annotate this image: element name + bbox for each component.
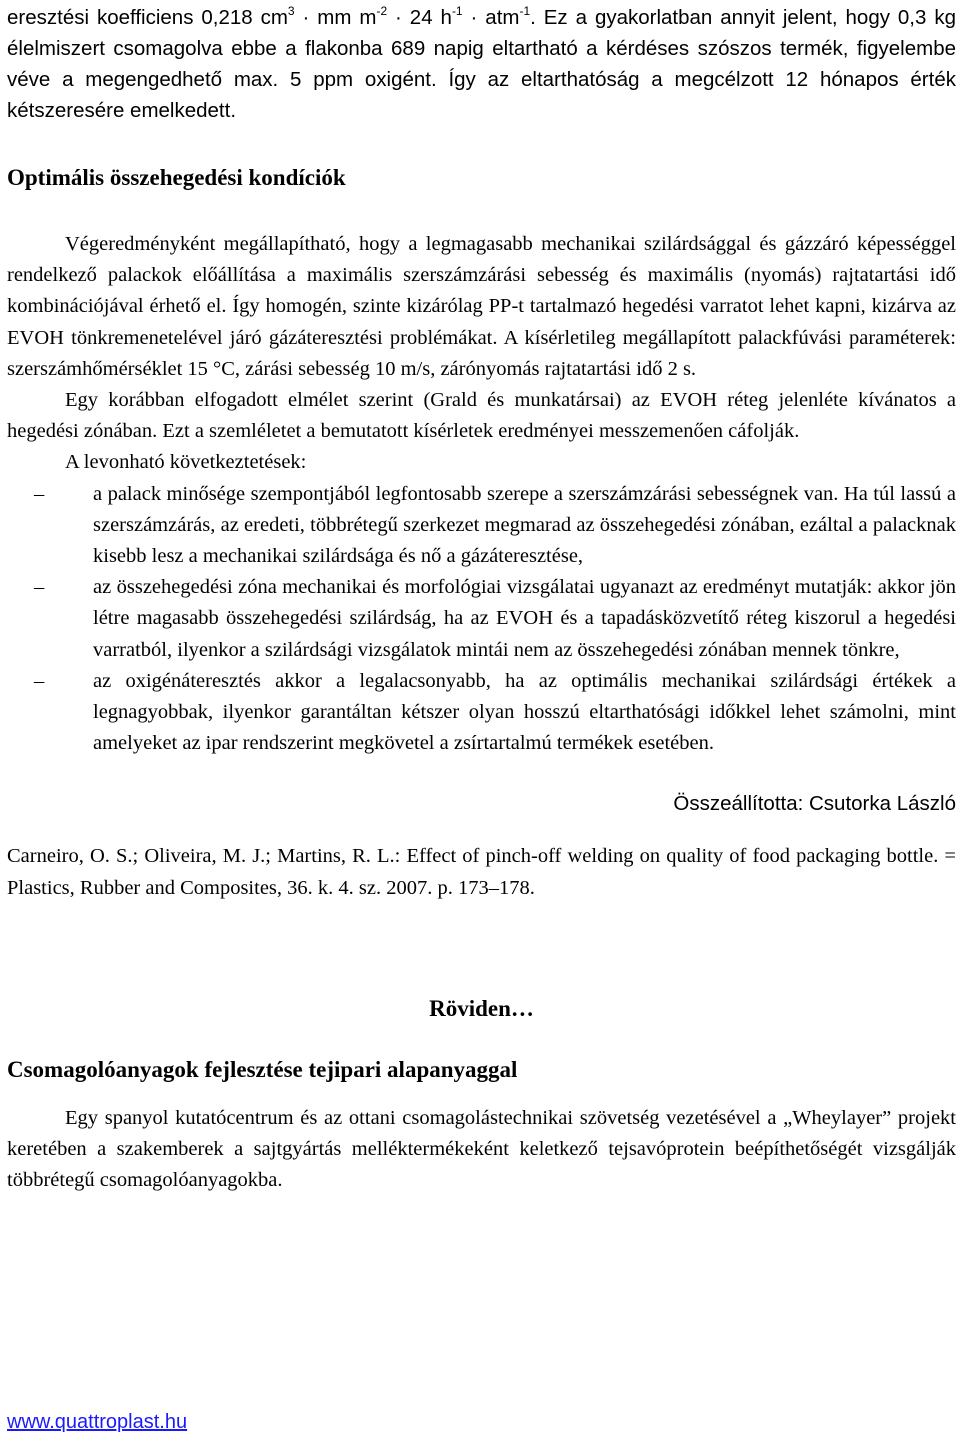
intro-sup-2: -2	[376, 4, 388, 18]
list-item	[7, 479, 956, 573]
section1-paragraph-1: Végeredményként megállapítható, hogy a legmagasabb mechanikai szilárdsággal és gázzáró képességgel rendelkező palackok előállítása a maximális szerszámzárási sebesség és maximális (nyomás) rajtatartási idő kombinációjával érhető el. Így homogén, szinte kizárólag PP-t tartalmazó hegedési varratot lehet kapni, kizárva az EVOH tönkremenetelével járó gázáteresztési problémákat. A kísérletileg megállapított palackfúvási paraméterek: szerszámhőmérséklet 15 °C, zárási sebesség 10 m/s, zárónyomás rajtatartási idő 2 s.	[7, 233, 956, 380]
list-item	[7, 666, 956, 760]
intro-text-c: · 24 h	[387, 6, 452, 29]
intro-text-a: eresztési koefficiens 0,218 cm	[7, 6, 288, 29]
list-item-text: az oxigénáteresztés akkor a legalacsonyabb, ha az optimális mechanikai szilárdsági értékek a legnagyobbak, ilyenkor garantáltan kétszer olyan hosszú eltarthatósági időkkel lehet számolni, mint amelyeket az ipar rendszerint megkövetel a zsírtartalmú termékek esetében.	[93, 669, 956, 755]
intro-sup-1: 3	[287, 4, 295, 18]
bullet-dash: –	[34, 576, 45, 599]
intro-sup-3: -1	[451, 4, 463, 18]
footer-website-link[interactable]: www.quattroplast.hu	[7, 1411, 188, 1433]
list-item-text: a palack minősége szempontjából legfontosabb szerepe a szerszámzárási sebességnek van. Ha túl lassú a szerszámzárás, az eredeti, többrétegű szerkezet megmarad az összehegedési zónában, ezáltal a palacknak kisebb lesz a mechanikai szilárdsága és nő a gázáteresztése,	[93, 482, 956, 568]
document-page	[7, 0, 956, 1196]
section1-paragraph-2: Egy korábban elfogadott elmélet szerint (Grald és munkatársai) az EVOH réteg jelenléte kívánatos a hegedési zónában. Ezt a szemléletet a bemutatott kísérletek eredményei messzemenően cáfolják.	[7, 389, 956, 443]
conclusions-list	[7, 479, 956, 760]
section2-paragraph-1: Egy spanyol kutatócentrum és az ottani csomagolástechnikai szövetség vezetésével a „Wheylayer” projekt keretében a szakemberek a sajtgyártás melléktermékeként keletkező tejsavóprotein beépíthetőségét vizsgálják többrétegű csomagolóanyagokba.	[7, 1106, 956, 1192]
list-item-text: az összehegedési zóna mechanikai és morfológiai vizsgálatai ugyanazt az eredményt mutatják: akkor jön létre magasabb összehegedési szilárdság, ha az EVOH és a tapadásközvetítő réteg kiszorul a hegedési varratból, ilyenkor a szilárdsági vizsgálatok mintái nem az összehegedési zónában mennek tönkre,	[93, 576, 956, 661]
intro-text-b: · mm m	[294, 6, 377, 29]
roviden-heading: Röviden…	[429, 995, 534, 1021]
bullet-dash: –	[34, 669, 45, 692]
bullet-dash: –	[34, 482, 45, 505]
section-title-optimal-conditions: Optimális összehegedési kondíciók	[7, 165, 346, 190]
section-title-packaging-materials: Csomagolóanyagok fejlesztése tejipari alapanyaggal	[7, 1056, 518, 1082]
intro-paragraph	[7, 2, 956, 126]
intro-text-d: · atm	[462, 6, 520, 29]
section1-paragraph-3: A levonható következtetések:	[65, 451, 307, 474]
author-signature: Összeállította: Csutorka László	[673, 792, 956, 816]
intro-sup-4: -1	[519, 4, 531, 18]
list-item	[7, 572, 956, 666]
intro-text-e: . Ez a gyakorlatban annyit jelent, hogy 0,3 kg élelmiszert csomagolva ebbe a flakonba 689 napig eltartható a kérdéses szószos termék, figyelembe véve a megengedhető max. 5 ppm oxigént. Így az eltarthatóság a megcélzott 12 hónapos érték kétszeresére emelkedett.	[7, 6, 956, 122]
reference-citation: Carneiro, O. S.; Oliveira, M. J.; Martins, R. L.: Effect of pinch-off welding on quality of food packaging bottle. = Plastics, Rubber and Composites, 36. k. 4. sz. 2007. p. 173–178.	[7, 845, 956, 899]
